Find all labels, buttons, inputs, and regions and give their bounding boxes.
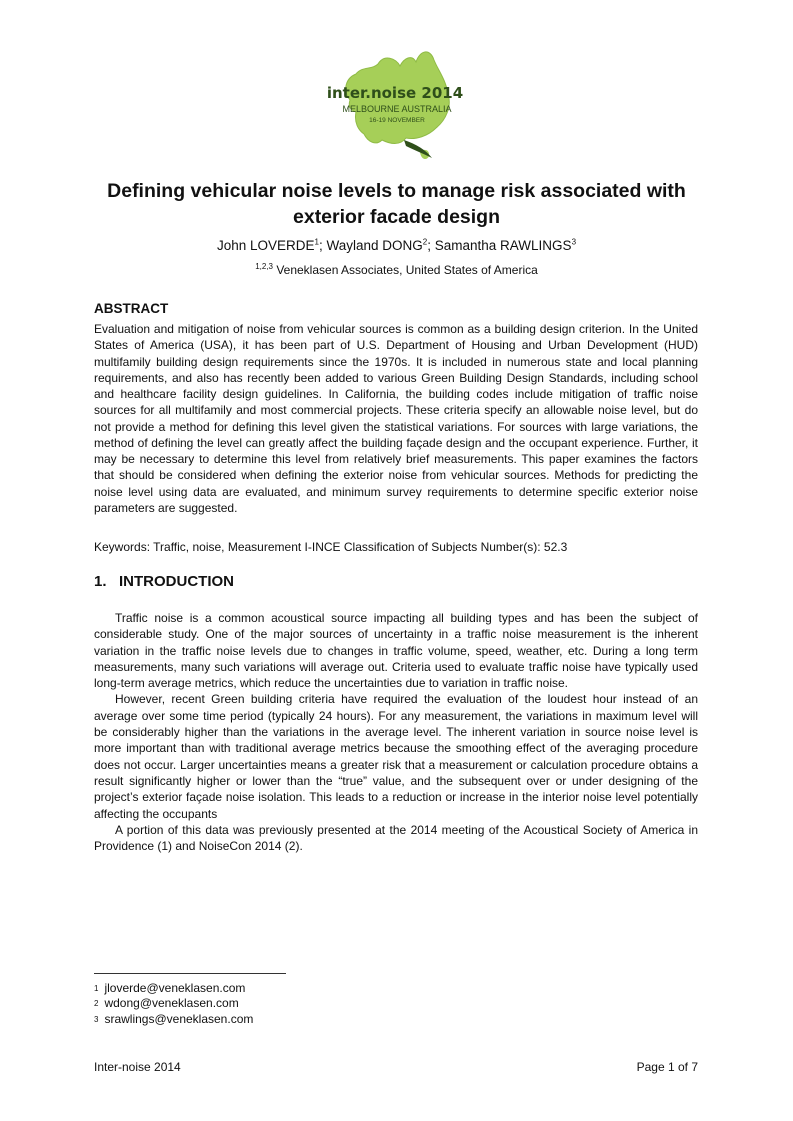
- author-sup: 3: [571, 237, 577, 247]
- footnote: [94, 981, 253, 996]
- paragraph: Traffic noise is a common acoustical source impacting all building types and has been the subject of considerable study. One of the major sources of uncertainty in a traffic noise measurement is the inherent variation in the traffic noise levels due to changes in traffic volume, speed, weather, etc. During a long term measurements, many such variations will average out. Criteria used to evaluate traffic noise have typically used long-term average metrics, which reduce the uncertainties due to variation in traffic noise.: [94, 611, 698, 691]
- paper-title-line1: Defining vehicular noise levels to manage risk associated with: [107, 180, 686, 202]
- boomerang-icon: [404, 140, 432, 158]
- author-name: Samantha RAWLINGS: [434, 238, 572, 253]
- footer-page-number: Page 1 of 7: [636, 1060, 698, 1074]
- footnotes: [94, 981, 253, 1027]
- author-separator: ;: [318, 238, 327, 253]
- footnote-email: srawlings@veneklasen.com: [104, 1011, 254, 1026]
- author-list: [60, 238, 733, 253]
- footnote-email: jloverde@veneklasen.com: [104, 981, 246, 995]
- paper-title: [60, 178, 733, 230]
- footnote: [94, 996, 253, 1011]
- footnote-email: wdong@veneklasen.com: [104, 996, 239, 1011]
- abstract-heading: ABSTRACT: [94, 301, 169, 316]
- introduction-body: [94, 610, 698, 854]
- author-name: John LOVERDE: [216, 238, 315, 253]
- logo-line1: inter.noise 2014: [326, 84, 464, 102]
- affiliation-text: Veneklasen Associates, United States of America: [272, 263, 538, 277]
- paragraph: However, recent Green building criteria have required the evaluation of the loudest hour instead of an average over some time period (typically 24 hours). For any measurement, the variations in maximum level will be considerably higher than the variations in the average level. The inherent variation in source noise level is more important than with traditional average metrics because the smoothing effect of the averaging procedure does not occur. Larger uncertainties means a greater risk that a measurement or calculation procedure obtains a result significantly higher or lower than the “true” value, and the subsequent over or under designing of the project’s exterior façade noise isolation. This leads to a reduction or increase in the interior noise level potentially affecting the occupants: [94, 692, 698, 821]
- author-separator: ;: [427, 238, 435, 253]
- footnote-number: 1: [94, 984, 99, 993]
- author-sup: 1: [314, 237, 319, 247]
- footnote-divider: [94, 973, 286, 974]
- paper-title-line2: exterior facade design: [293, 206, 500, 228]
- author-name: Wayland DONG: [326, 238, 423, 253]
- footnote: [94, 1012, 253, 1027]
- affiliation: [60, 263, 733, 277]
- section-heading-introduction: 1. INTRODUCTION: [94, 573, 235, 590]
- logo-line3: 16-19 NOVEMBER: [369, 117, 425, 124]
- logo-line2: MELBOURNE AUSTRALIA: [342, 104, 452, 114]
- author-sup: 2: [422, 237, 428, 247]
- footer-conference: Inter-noise 2014: [94, 1060, 181, 1074]
- footnote-number: 3: [94, 1014, 99, 1024]
- footnote-number: 2: [94, 999, 99, 1009]
- abstract-text: Evaluation and mitigation of noise from vehicular sources is common as a building design criterion. In the United States of America (USA), it has been part of U.S. Department of Housing and Urban Development (HUD) multifamily building design requirements since the 1970s. It is included in numerous state and local planning requirements, and also has recently been added to various Green Building Design Standards, including school and healthcare facility design guidelines. In California, the building codes include mitigation of traffic noise sources for all multifamily and most commercial projects. These criteria specify an allowable noise level, but do not provide a method for defining this level given the statistical variations. For sources with large variations, the method of defining the level can greatly affect the building façade design and the occupant experience. Further, it may be necessary to determine this level from relatively brief measurements. This paper examines the factors that should be considered when defining the exterior noise from vehicular sources. Methods for predicting the noise level using data are evaluated, and minimum survey requirements to determine specific exterior noise parameters are suggested.: [94, 322, 698, 515]
- conference-logo: [320, 40, 470, 170]
- paragraph: A portion of this data was previously presented at the 2014 meeting of the Acoustical Society of America in Providence (1) and NoiseCon 2014 (2).: [94, 822, 698, 854]
- affiliation-sup: 1,2,3: [255, 262, 273, 271]
- keywords: Keywords: Traffic, noise, Measurement I-INCE Classification of Subjects Number(s): 52.3: [94, 540, 568, 554]
